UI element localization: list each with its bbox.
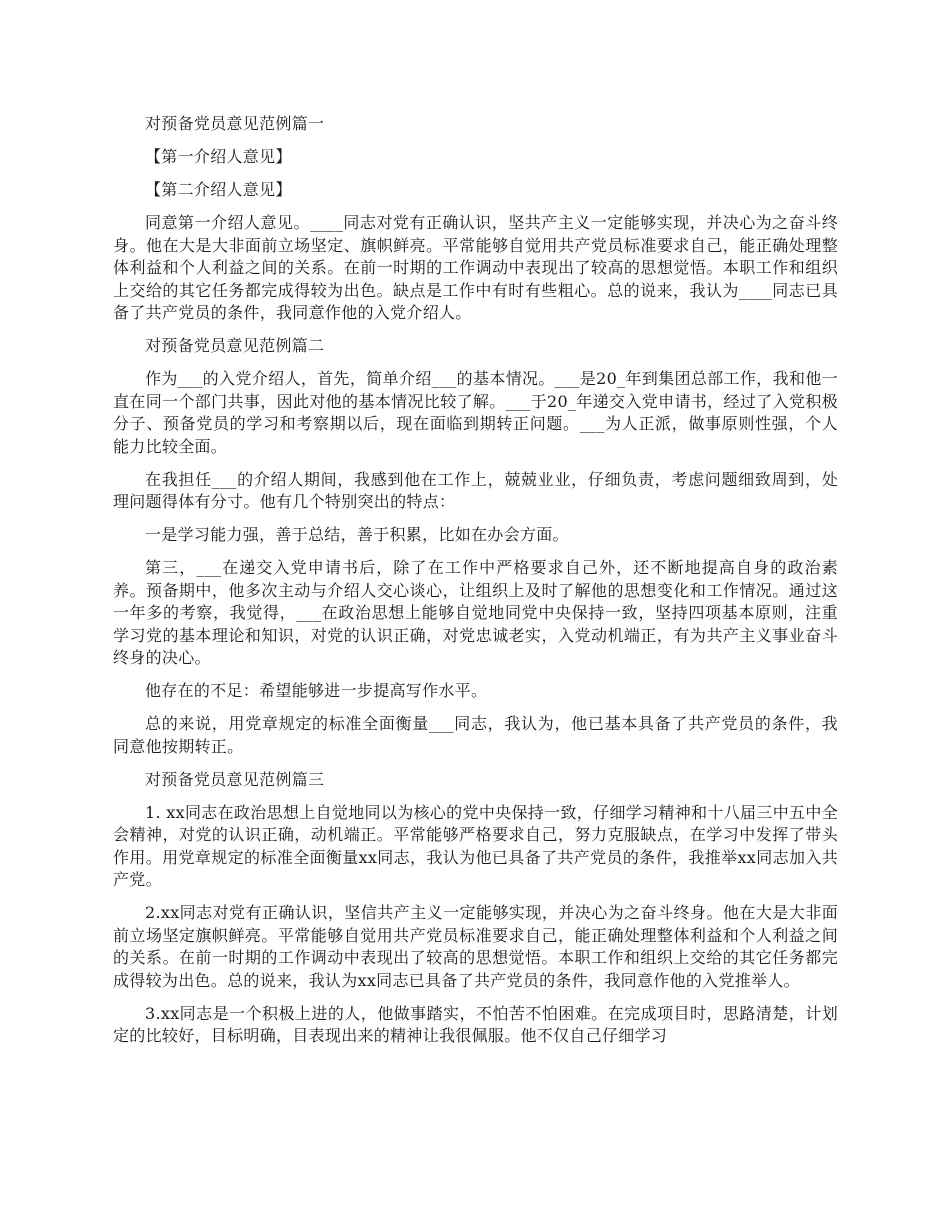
numbered-paragraph-3: 3.xx同志是一个积极上进的人，他做事踏实，不怕苦不怕困难。在完成项目时，思路清楚，计划定的比较好，目标明确，目表现出来的精神让我很佩服。他不仅自己仔细学习 [113,1003,838,1045]
body-paragraph: 他存在的不足：希望能够进一步提高写作水平。 [145,681,488,700]
body-paragraph: 同意第一介绍人意见。____同志对党有正确认识，坚共产主义一定能够实现，并决心为之奋斗终身。他在大是大非面前立场坚定、旗帜鲜亮。平常能够自觉用共产党员标准要求自己，能正确处理整体利益和个人利益之间的关系。在前一时期的工作调动中表现出了较高的思想觉悟。本职工作和组织上交给的其它任务都完成得较为出色。缺点是工作中有时有些粗心。总的说来，我认为____同志已具备了共产党员的条件，我同意作他的入党介绍人。 [113,213,838,322]
section-heading-3: 对预备党员意见范例篇三 [145,769,325,789]
subheading-first-introducer: 【第一介绍人意见】 [145,147,292,166]
section-heading-2: 对预备党员意见范例篇二 [145,336,325,355]
body-paragraph: 总的来说，用党章规定的标准全面衡量___同志，我认为，他已基本具备了共产党员的条件，我同意他按期转正。 [113,714,838,756]
subheading-second-introducer: 【第二介绍人意见】 [145,180,292,199]
body-paragraph: 一是学习能力强，善于总结，善于积累，比如在办会方面。 [145,525,569,544]
section-heading-1: 对预备党员意见范例篇一 [145,114,325,133]
body-paragraph: 第三，___在递交入党申请书后，除了在工作中严格要求自己外，还不断地提高自身的政治素养。预备期中，他多次主动与介绍人交心谈心，让组织上及时了解他的思想变化和工作情况。通过这一年多的考察，我觉得，___在政治思想上能够自觉地同党中央保持一致，坚持四项基本原则，注重学习党的基本理论和知识，对党的认识正确，对党忠诚老实，入党动机端正，有为共产主义事业奋斗终身的决心。 [113,558,838,667]
numbered-paragraph-1: 1. xx同志在政治思想上自觉地同以为核心的党中央保持一致，仔细学习精神和十八届三中五中全会精神，对党的认识正确，动机端正。平常能够严格要求自己，努力克服缺点，在学习中发挥了带头作用。用党章规定的标准全面衡量xx同志，我认为他已具备了共产党员的条件，我推举xx同志加入共产党。 [113,802,838,889]
body-paragraph: 作为___的入党介绍人，首先，简单介绍___的基本情况。___是20_年到集团总部工作，我和他一直在同一个部门共事，因此对他的基本情况比较了解。___于20_年递交入党申请书，经过了入党积极分子、预备党员的学习和考察期以后，现在面临到期转正问题。___为人正派，做事原则性强，个人能力比较全面。 [113,369,838,456]
numbered-paragraph-2: 2.xx同志对党有正确认识，坚信共产主义一定能够实现，并决心为之奋斗终身。他在大是大非面前立场坚定旗帜鲜亮。平常能够自觉用共产党员标准要求自己，能正确处理整体利益和个人利益之间的关系。在前一时期的工作调动中表现出了较高的思想觉悟。本职工作和组织上交给的其它任务都完成得较为出色。总的说来，我认为xx同志已具备了共产党员的条件，我同意作他的入党推举人。 [113,903,838,990]
document-page [113,113,838,1058]
body-paragraph: 在我担任___的介绍人期间，我感到他在工作上，兢兢业业，仔细负责，考虑问题细致周到，处理问题得体有分寸。他有几个特别突出的特点： [113,469,838,511]
